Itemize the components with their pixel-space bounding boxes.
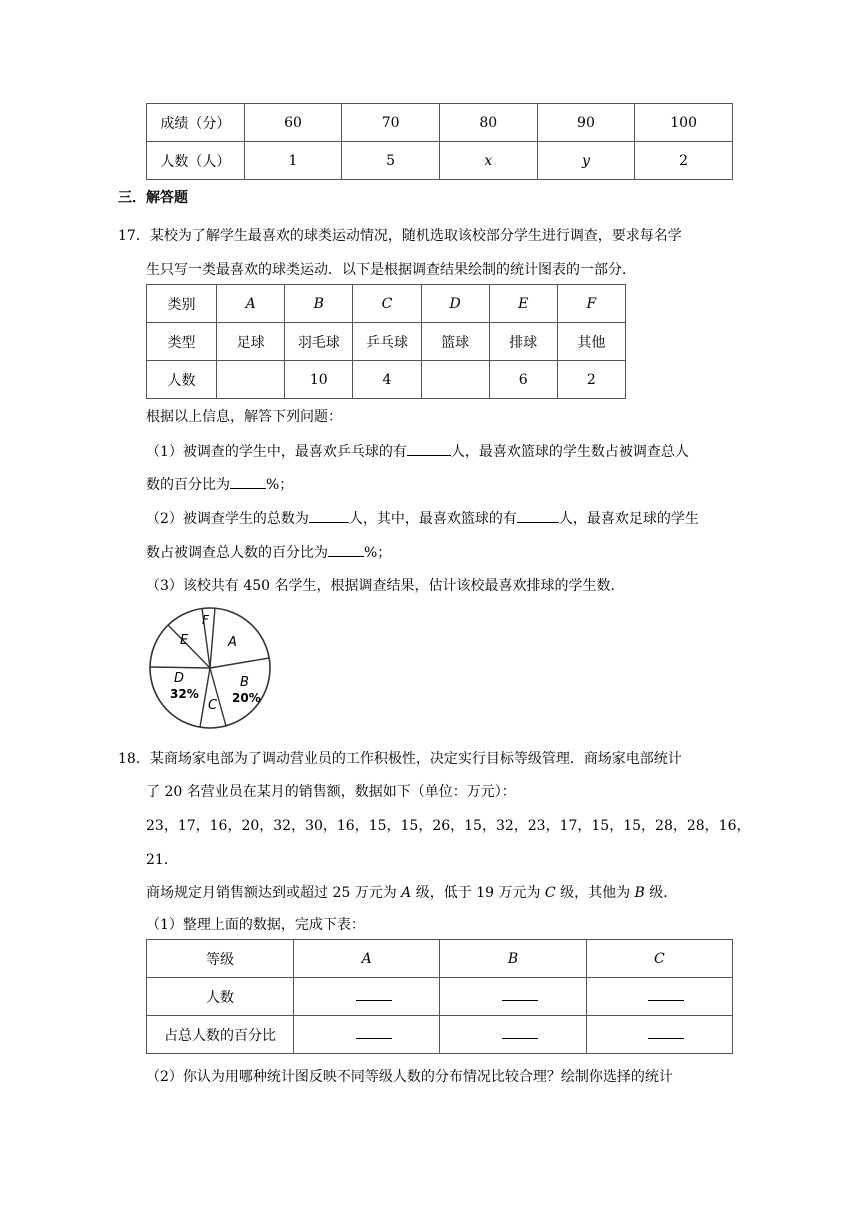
q17-line1: 17．某校为了解学生最喜欢的球类运动情况，随机选取该校部分学生进行调查，要求每名学: [118, 228, 682, 244]
table-cell: 2: [635, 142, 733, 180]
q17-part1: [146, 441, 689, 462]
answer-blank[interactable]: [356, 1026, 392, 1039]
q18-rule: [146, 883, 677, 903]
table-cell: 1: [244, 142, 342, 180]
q17-p1-text-a: （1）被调查的学生中，最喜欢乒乓球的有: [146, 444, 407, 460]
answer-blank[interactable]: [230, 474, 266, 489]
table-cell: 5: [342, 142, 440, 180]
table-cell: 80: [439, 104, 537, 142]
q18-part1: （1）整理上面的数据，完成下表：: [146, 917, 365, 933]
pie-pct-d: 32%: [170, 687, 199, 701]
q17-p1-text-c: 数的百分比为: [146, 477, 230, 493]
table-cell: [586, 1016, 732, 1054]
q17-p2-text-b: 人，其中，最喜欢篮球的有: [348, 511, 517, 527]
table-cell: 60: [244, 104, 342, 142]
table-cell: A: [294, 940, 440, 978]
table-cell: [294, 1016, 440, 1054]
table-cell: 100: [635, 104, 733, 142]
table-cell: 占总人数的百分比: [147, 1016, 294, 1054]
q18-rule-text: 商场规定月销售额达到或超过 25 万元为: [146, 885, 402, 901]
q17-part2-cont: [146, 542, 391, 563]
table-cell: 乒乓球: [353, 323, 421, 361]
table-cell: 类别: [147, 285, 217, 323]
table-cell: 排球: [489, 323, 557, 361]
table-cell: 4: [353, 361, 421, 399]
answer-blank[interactable]: [502, 988, 538, 1001]
table-cell: F: [557, 285, 625, 323]
table-cell: 6: [489, 361, 557, 399]
q17-p2-text-c: 人，最喜欢足球的学生: [558, 511, 699, 527]
section-title: 三．解答题: [118, 190, 188, 206]
pie-label-a: A: [228, 635, 237, 650]
table-cell: D: [421, 285, 489, 323]
pie-label-b: B: [240, 675, 249, 690]
table-cell: x: [439, 142, 537, 180]
q18-line2: 了 20 名营业员在某月的销售额，数据如下（单位：万元）：: [146, 784, 516, 800]
pie-label-f: F: [202, 613, 209, 627]
q17-p1-text-d: %；: [266, 477, 294, 493]
table-cell: 其他: [557, 323, 625, 361]
answer-blank[interactable]: [648, 1026, 684, 1039]
q17-part2: [146, 508, 699, 529]
table-cell: 人数: [147, 361, 217, 399]
q17-intro: 根据以上信息，解答下列问题：: [146, 409, 342, 425]
q17-part3: （3）该校共有 450 名学生，根据调查结果，估计该校最喜欢排球的学生数．: [146, 578, 625, 594]
answer-blank[interactable]: [517, 508, 559, 523]
q18-table: [146, 939, 733, 1054]
pie-label-e: E: [180, 633, 189, 648]
q18-data: 23，17，16，20，32，30，16，15，15，26，15，32，23，17，15，15，28，28，16，: [146, 818, 751, 834]
answer-blank[interactable]: [328, 542, 364, 557]
q18-rule-grade: B: [634, 885, 645, 901]
q18-line1: 18．某商场家电部为了调动营业员的工作积极性，决定实行目标等级管理．商场家电部统计: [118, 751, 682, 767]
answer-blank[interactable]: [356, 988, 392, 1001]
pie-chart-figure: [146, 604, 274, 732]
q18-rule-grade: C: [544, 885, 556, 901]
table-cell: C: [353, 285, 421, 323]
table-cell: 90: [537, 104, 635, 142]
q18-data-end: 21．: [146, 852, 178, 868]
q18-rule-text: 级．: [644, 885, 678, 901]
q17-p2-text-a: （2）被调查学生的总数为: [146, 511, 309, 527]
q18-part2: （2）你认为用哪种统计图反映不同等级人数的分布情况比较合理？绘制你选择的统计: [146, 1069, 673, 1085]
table-cell: 篮球: [421, 323, 489, 361]
pie-divider: [150, 667, 210, 668]
table-cell: [440, 1016, 586, 1054]
table-cell: C: [586, 940, 732, 978]
table-cell: 类型: [147, 323, 217, 361]
table-cell: B: [440, 940, 586, 978]
table-cell: 人数（人）: [147, 142, 245, 180]
table-cell: 成绩（分）: [147, 104, 245, 142]
answer-blank[interactable]: [407, 441, 451, 456]
table-cell: 人数: [147, 978, 294, 1016]
q18-rule-grade: A: [401, 885, 412, 901]
pie-label-d: D: [174, 671, 185, 686]
q17-line2: 生只写一类最喜欢的球类运动．以下是根据调查结果绘制的统计图表的一部分．: [146, 262, 636, 278]
q17-p1-text-b: 人，最喜欢篮球的学生数占被调查总人: [450, 444, 689, 460]
table-cell: y: [537, 142, 635, 180]
answer-blank[interactable]: [502, 1026, 538, 1039]
table-cell: 10: [285, 361, 353, 399]
table-cell: [421, 361, 489, 399]
pie-label-c: C: [208, 698, 218, 713]
q17-p2-text-e: %；: [364, 545, 392, 561]
q17-part1-cont: [146, 474, 293, 495]
table-cell: 足球: [217, 323, 285, 361]
table-cell: 羽毛球: [285, 323, 353, 361]
table-cell: B: [285, 285, 353, 323]
table-cell: [294, 978, 440, 1016]
answer-blank[interactable]: [309, 508, 349, 523]
score-table: [146, 103, 733, 180]
q18-rule-text: 级，低于 19 万元为: [411, 885, 545, 901]
q18-rule-text: 级，其他为: [555, 885, 635, 901]
q17-p2-text-d: 数占被调查总人数的百分比为: [146, 545, 328, 561]
table-cell: 70: [342, 104, 440, 142]
answer-blank[interactable]: [648, 988, 684, 1001]
table-cell: [440, 978, 586, 1016]
table-cell: 2: [557, 361, 625, 399]
table-cell: [217, 361, 285, 399]
pie-pct-b: 20%: [232, 691, 261, 705]
table-cell: 等级: [147, 940, 294, 978]
table-cell: E: [489, 285, 557, 323]
table-cell: [586, 978, 732, 1016]
table-cell: A: [217, 285, 285, 323]
q17-table: [146, 284, 626, 399]
